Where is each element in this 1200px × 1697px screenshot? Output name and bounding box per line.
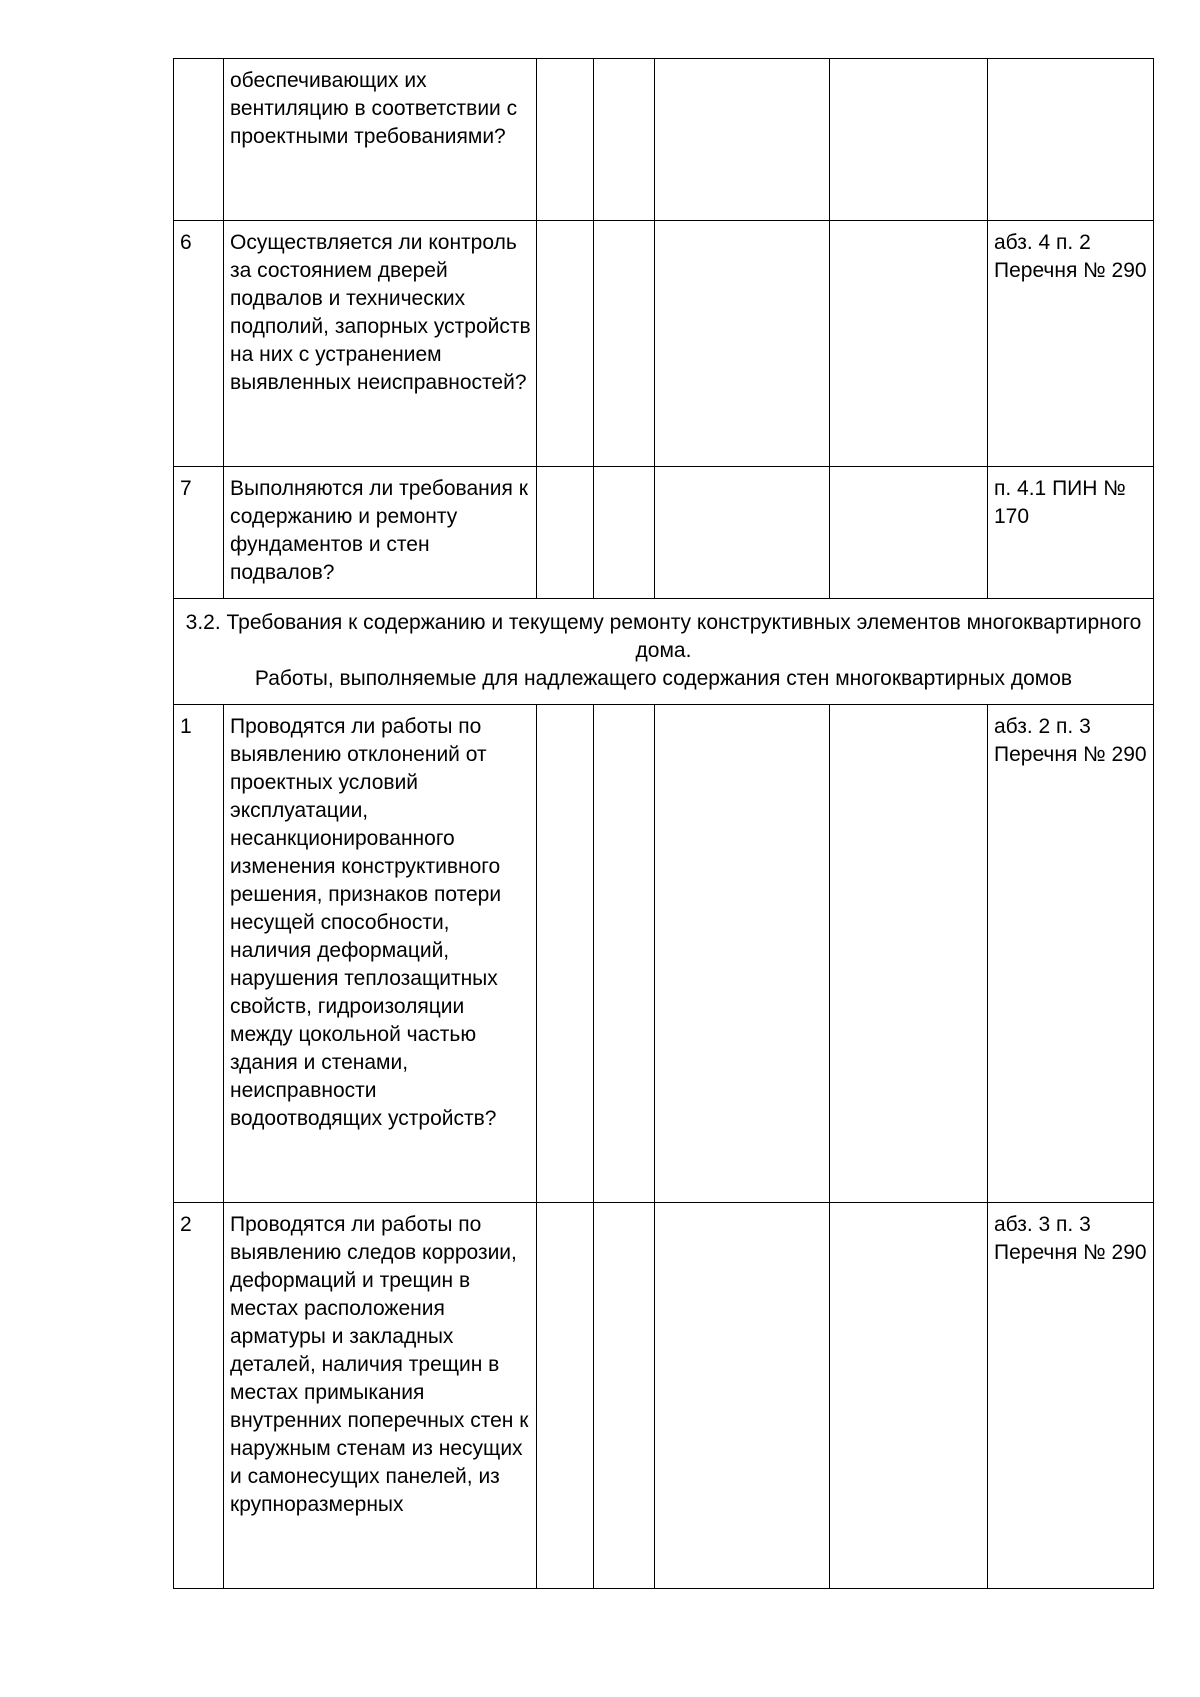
section-heading	[174, 599, 1154, 705]
question-cell: Осуществляется ли контроль за состоянием дверей подвалов и технических подполий, запорных устройств на них с устранением выявленных неисправностей?	[224, 221, 537, 467]
question-cell: обеспечивающих их вентиляцию в соответствии с проектными требованиями?	[224, 59, 537, 221]
not-applicable-cell	[655, 705, 830, 1203]
table-row	[174, 467, 1154, 599]
note-cell	[830, 221, 988, 467]
not-applicable-cell	[655, 1203, 830, 1589]
table-row	[174, 1203, 1154, 1589]
section-subtitle: Работы, выполняемые для надлежащего содержания стен многоквартирных домов	[254, 667, 1073, 690]
reference-cell: абз. 4 п. 2 Перечня № 290	[988, 221, 1154, 467]
question-cell: Проводятся ли работы по выявлению следов коррозии, деформаций и трещин в местах расположения арматуры и закладных деталей, наличия трещин в местах примыкания внутренних поперечных стен к наружным стенам из несущих и самонесущих панелей, из крупноразмерных	[224, 1203, 537, 1589]
row-number	[174, 59, 224, 221]
question-cell: Выполняются ли требования к содержанию и ремонту фундаментов и стен подвалов?	[224, 467, 537, 599]
answer-yes-cell	[537, 59, 594, 221]
answer-no-cell	[594, 467, 655, 599]
checklist-table	[173, 58, 1154, 1589]
section-title: 3.2. Требования к содержанию и текущему ремонту конструктивных элементов многоквартирного дома.	[185, 611, 1142, 662]
answer-no-cell	[594, 221, 655, 467]
answer-no-cell	[594, 1203, 655, 1589]
section-header-row	[174, 599, 1154, 705]
question-cell: Проводятся ли работы по выявлению отклонений от проектных условий эксплуатации, несанкционированного изменения конструктивного решения, признаков потери несущей способности, наличия деформаций, нарушения теплозащитных свойств, гидроизоляции между цокольной частью здания и стенами, неисправности водоотводящих устройств?	[224, 705, 537, 1203]
not-applicable-cell	[655, 59, 830, 221]
not-applicable-cell	[655, 467, 830, 599]
note-cell	[830, 467, 988, 599]
reference-cell: абз. 3 п. 3 Перечня № 290	[988, 1203, 1154, 1589]
not-applicable-cell	[655, 221, 830, 467]
table-row	[174, 59, 1154, 221]
answer-yes-cell	[537, 705, 594, 1203]
reference-cell: абз. 2 п. 3 Перечня № 290	[988, 705, 1154, 1203]
answer-yes-cell	[537, 1203, 594, 1589]
table-row	[174, 221, 1154, 467]
row-number: 2	[174, 1203, 224, 1589]
row-number: 7	[174, 467, 224, 599]
note-cell	[830, 59, 988, 221]
answer-yes-cell	[537, 467, 594, 599]
row-number: 1	[174, 705, 224, 1203]
note-cell	[830, 705, 988, 1203]
reference-cell	[988, 59, 1154, 221]
answer-no-cell	[594, 705, 655, 1203]
note-cell	[830, 1203, 988, 1589]
answer-yes-cell	[537, 221, 594, 467]
answer-no-cell	[594, 59, 655, 221]
row-number: 6	[174, 221, 224, 467]
reference-cell: п. 4.1 ПИН № 170	[988, 467, 1154, 599]
table-row	[174, 705, 1154, 1203]
